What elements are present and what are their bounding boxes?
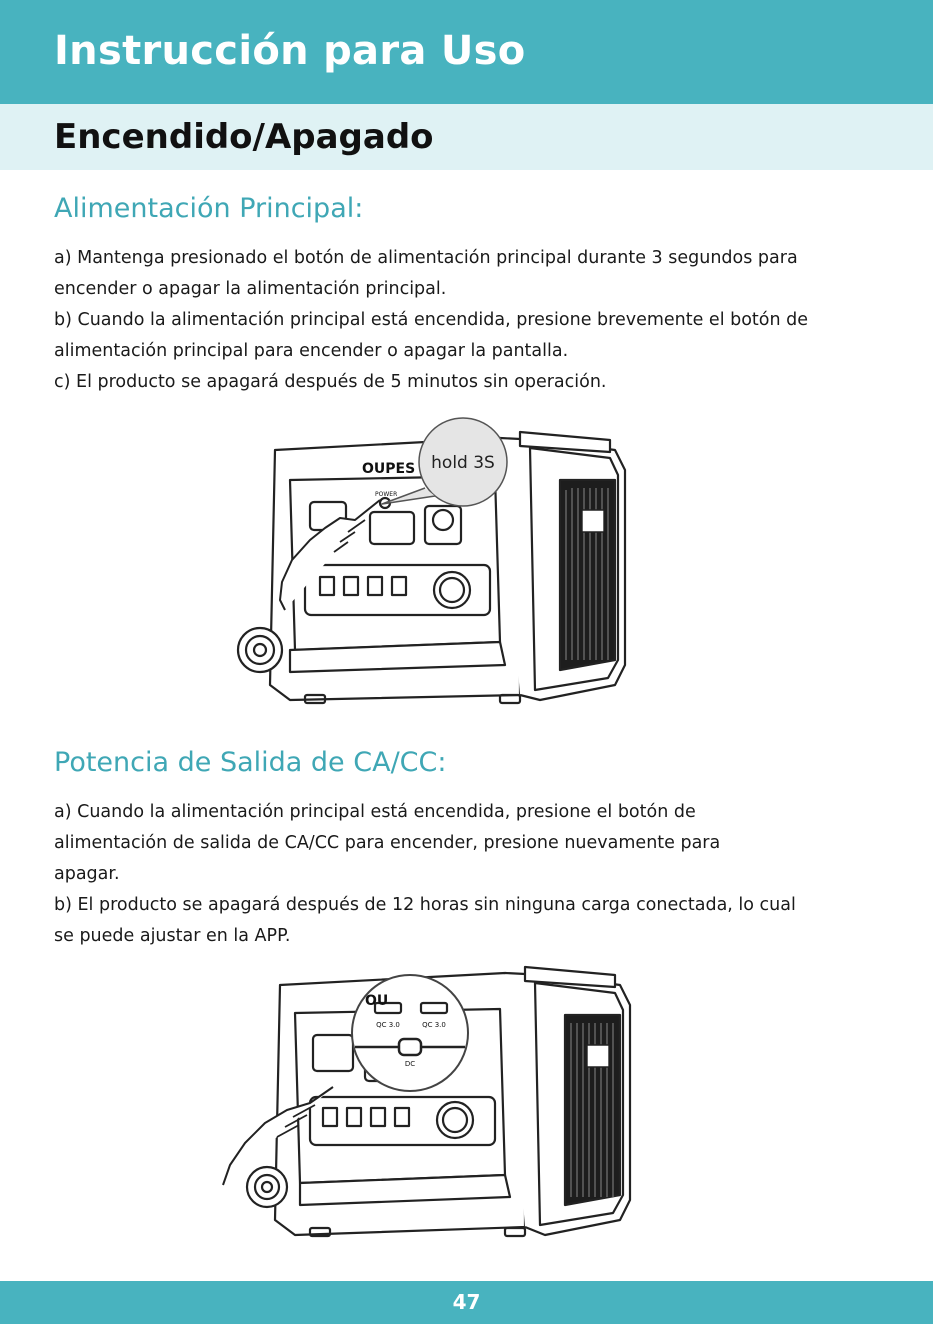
page-subtitle: Encendido/Apagado [54, 117, 434, 157]
instruction-line: alimentación principal para encender o apagar la pantalla. [54, 341, 569, 361]
instruction-line: c) El producto se apagará después de 5 minutos sin operación. [54, 372, 607, 392]
subtitle-banner [0, 104, 933, 170]
brand-logo: OU [365, 993, 389, 1009]
usb-right-label: QC 3.0 [422, 1021, 446, 1029]
page-title: Instrucción para Uso [54, 28, 526, 74]
instruction-line: apagar. [54, 864, 120, 884]
instruction-line: a) Mantenga presionado el botón de alimentación principal durante 3 segundos para [54, 248, 798, 268]
hold-callout-text: hold 3S [431, 453, 495, 473]
power-station-hold-illustration [230, 410, 650, 715]
main-power-heading: Alimentación Principal: [54, 193, 364, 224]
instruction-line: b) Cuando la alimentación principal está encendida, presione brevemente el botón de [54, 310, 809, 330]
instruction-line: alimentación de salida de CA/CC para encender, presione nuevamente para [54, 833, 721, 853]
dc-label: DC [404, 1060, 416, 1068]
main-power-instructions [54, 243, 914, 398]
page-number: 47 [452, 1290, 481, 1314]
output-power-heading: Potencia de Salida de CA/CC: [54, 747, 447, 778]
title-banner [0, 0, 933, 104]
instruction-line: b) El producto se apagará después de 12 horas sin ninguna carga conectada, lo cual [54, 895, 796, 915]
instruction-line: se puede ajustar en la APP. [54, 926, 291, 946]
power-label: POWER [375, 491, 398, 498]
instruction-line: encender o apagar la alimentación principal. [54, 279, 447, 299]
brand-logo: OUPES [362, 461, 416, 477]
power-station-dc-illustration [215, 965, 645, 1250]
usb-left-label: QC 3.0 [376, 1021, 400, 1029]
instruction-line: a) Cuando la alimentación principal está encendida, presione el botón de [54, 802, 696, 822]
footer-bar [0, 1281, 933, 1324]
output-power-instructions [54, 797, 914, 952]
